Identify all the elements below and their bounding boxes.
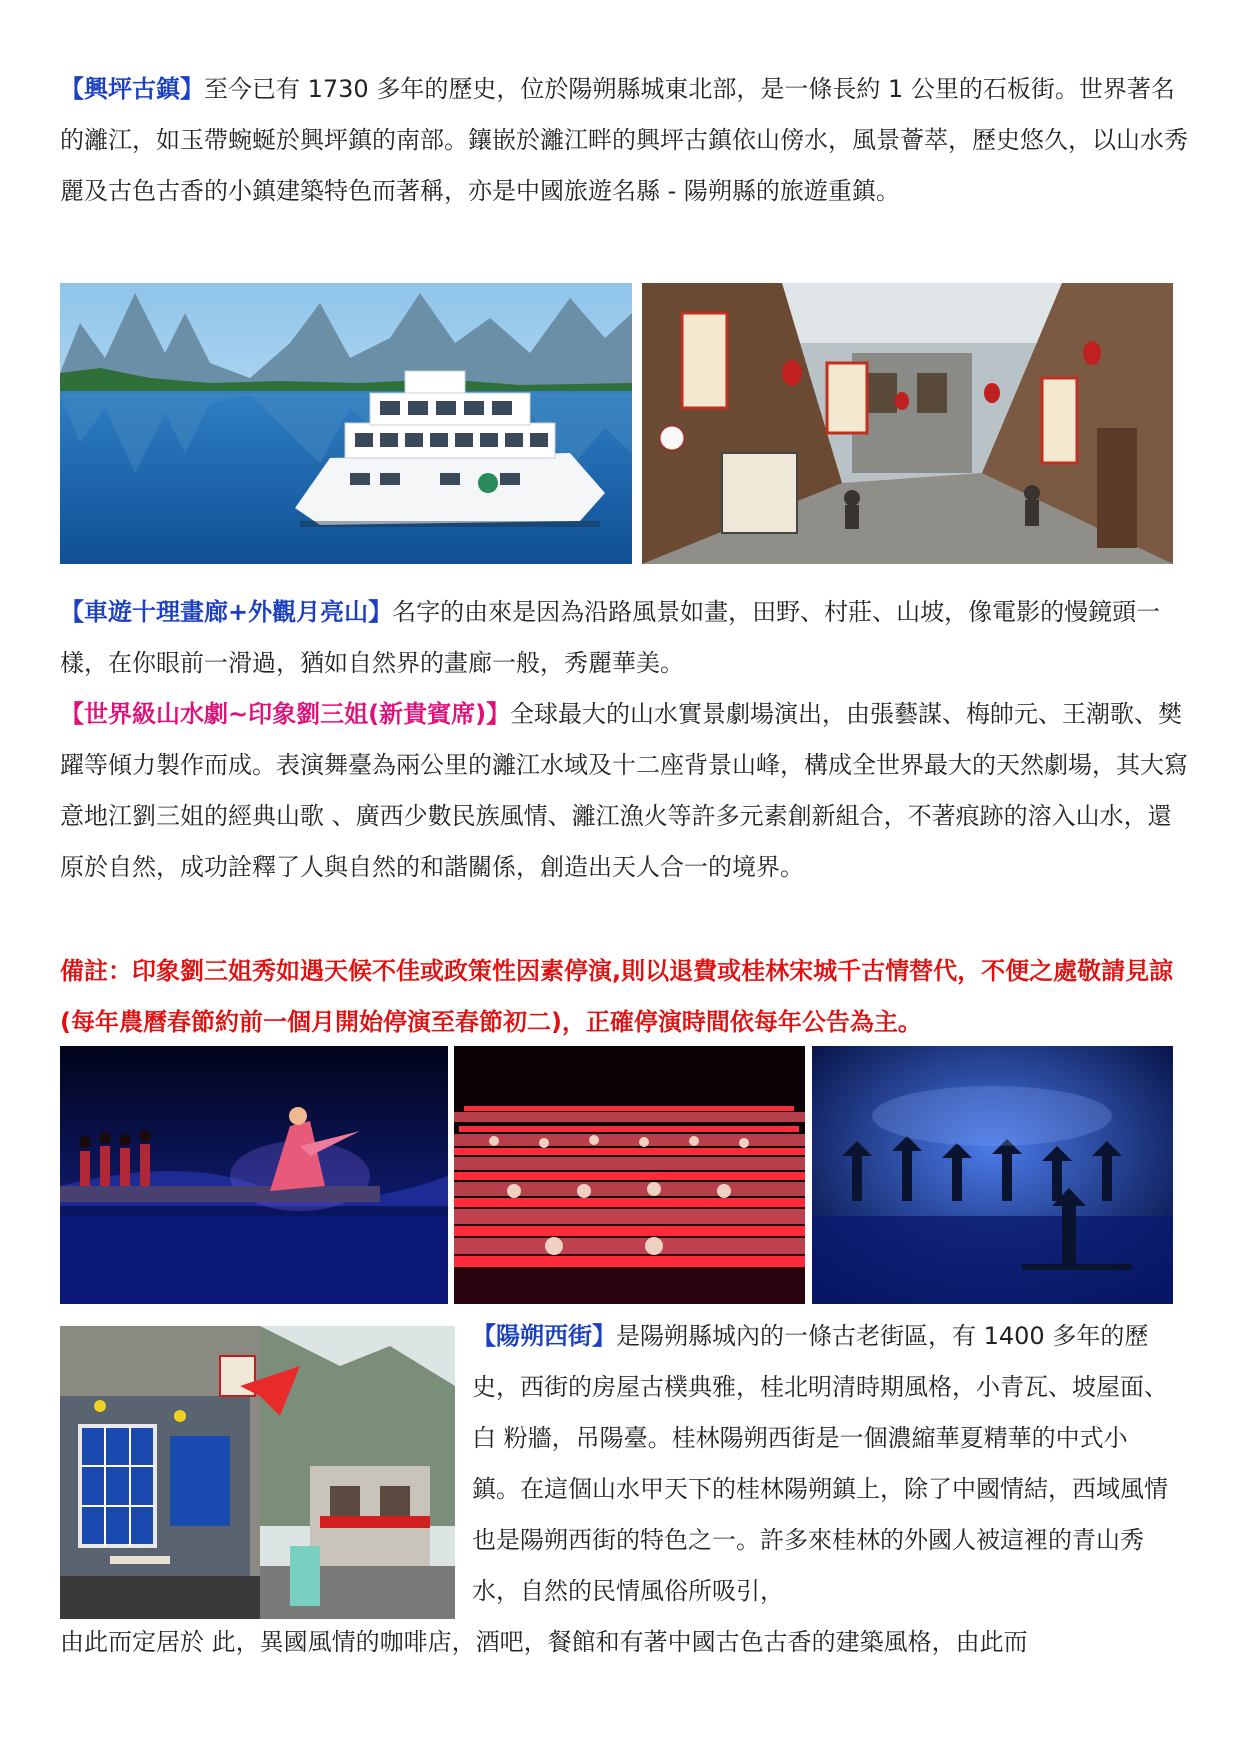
show-note: 備註：印象劉三姐秀如遇天候不佳或政策性因素停演,則以退費或桂林宋城千古情替代，不便之處敬請見諒(每年農曆春節約前一個月開始停演至春節初二)，正確停演時間依每年公告為主。	[60, 957, 1174, 1036]
west-street-body: 是陽朔縣城內的一條古老街區，有 1400 多年的歷史，西街的房屋古樸典雅，桂北明清時期風格，小青瓦、坡屋面、白 粉牆，吊陽臺。桂林陽朔西街是一個濃縮華夏精華的中式小鎮。在這個山水甲天下的桂林陽朔鎮上，除了中國情結，西域風情也是陽朔西街的特色之一。許多來桂林的外國人被這裡的青山秀水，自然的民情風俗所吸引，	[472, 1322, 1168, 1605]
li-river-boat-photo	[60, 283, 632, 564]
show-dancers-photo	[60, 1046, 448, 1304]
ancient-street-photo	[642, 283, 1173, 564]
west-street-photo	[60, 1326, 455, 1619]
show-title: 【世界級山水劇~印象劉三姐(新貴賓席)】	[60, 700, 511, 728]
west-street-title: 【陽朔西街】	[472, 1322, 616, 1350]
show-paragraph	[60, 689, 1190, 893]
gallery-paragraph	[60, 587, 1190, 689]
show-fishermen-photo	[812, 1046, 1173, 1304]
show-red-lights-photo	[454, 1046, 805, 1304]
xingping-paragraph	[60, 64, 1190, 217]
gallery-body: 名字的由來是因為沿路風景如畫，田野、村莊、山坡，像電影的慢鏡頭一樣，在你眼前一滑過，猶如自然界的畫廊一般，秀麗華美。	[60, 598, 1161, 677]
show-body: 全球最大的山水實景劇場演出，由張藝謀、梅帥元、王潮歌、樊躍等傾力製作而成。表演舞臺為兩公里的灕江水域及十二座背景山峰，構成全世界最大的天然劇場，其大寫意地江劉三姐的經典山歌 、廣西少數民族風情、灕江漁火等許多元素創新組合，不著痕跡的溶入山水，還原於自然，成功詮釋了人與自然的和諧關係，創造出天人合一的境界。	[60, 700, 1188, 881]
xingping-title: 【興坪古鎮】	[60, 75, 204, 103]
west-street-paragraph	[472, 1311, 1172, 1617]
xingping-body: 至今已有 1730 多年的歷史，位於陽朔縣城東北部，是一條長約 1 公里的石板街。世界著名的灕江，如玉帶蜿蜒於興坪鎮的南部。鑲嵌於灕江畔的興坪古鎮依山傍水，風景薈萃，歷史悠久，以山水秀麗及古色古香的小鎮建築特色而著稱，亦是中國旅遊名縣 - 陽朔縣的旅遊重鎮。	[60, 75, 1188, 205]
gallery-title: 【車遊十理畫廊+外觀月亮山】	[60, 598, 393, 626]
west-street-continuation: 由此而定居於 此，異國風情的咖啡店，酒吧，餐館和有著中國古色古香的建築風格，由此而	[60, 1628, 1028, 1656]
